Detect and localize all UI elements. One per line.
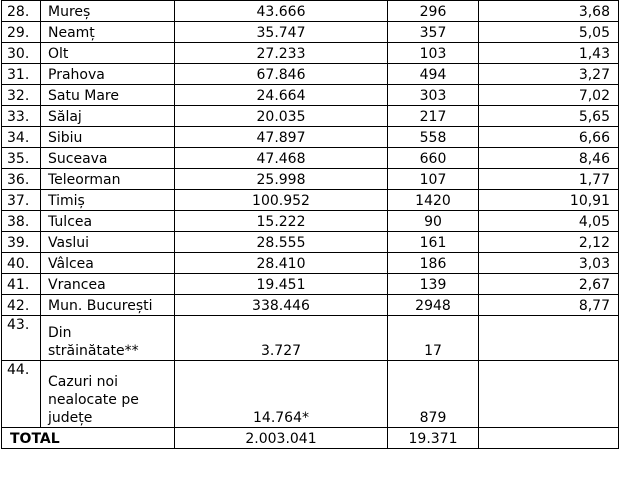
total-label: TOTAL: [2, 428, 175, 449]
cell-cases: 28.410: [175, 253, 388, 274]
row-label-din-strainatate: [41, 316, 175, 361]
cell-rate: 3,68: [479, 1, 619, 22]
row-number: 35.: [2, 148, 41, 169]
cell-deaths: 161: [388, 232, 479, 253]
cell-rate: 1,43: [479, 43, 619, 64]
cell-deaths: 879: [388, 361, 479, 428]
county-name: Timiș: [41, 190, 175, 211]
table-row: [2, 190, 619, 211]
total-cases: 2.003.041: [175, 428, 388, 449]
cell-rate: 1,77: [479, 169, 619, 190]
cell-cases: 338.446: [175, 295, 388, 316]
row-number: 38.: [2, 211, 41, 232]
row-number: 42.: [2, 295, 41, 316]
table-row: [2, 64, 619, 85]
row-number: 39.: [2, 232, 41, 253]
cell-deaths: 1420: [388, 190, 479, 211]
table-row: [2, 295, 619, 316]
row-number: 41.: [2, 274, 41, 295]
cell-rate: [479, 361, 619, 428]
row-number: 43.: [2, 316, 41, 361]
cell-rate: 2,67: [479, 274, 619, 295]
total-deaths: 19.371: [388, 428, 479, 449]
row-number: 33.: [2, 106, 41, 127]
cell-cases: 47.897: [175, 127, 388, 148]
cell-cases: 35.747: [175, 22, 388, 43]
cell-deaths: 558: [388, 127, 479, 148]
table-row-din-strainatate: [2, 316, 619, 361]
cell-cases: 20.035: [175, 106, 388, 127]
county-name: Mureș: [41, 1, 175, 22]
cell-rate: 5,65: [479, 106, 619, 127]
county-name: Neamț: [41, 22, 175, 43]
county-name: Sălaj: [41, 106, 175, 127]
county-name: Mun. București: [41, 295, 175, 316]
cell-cases: 47.468: [175, 148, 388, 169]
cell-cases: 25.998: [175, 169, 388, 190]
cell-rate: 2,12: [479, 232, 619, 253]
cell-rate: 6,66: [479, 127, 619, 148]
cell-rate: 8,77: [479, 295, 619, 316]
cell-deaths: 303: [388, 85, 479, 106]
table-row: [2, 127, 619, 148]
label-line: străinătate**: [48, 343, 139, 359]
cell-rate: 3,27: [479, 64, 619, 85]
cell-cases: 100.952: [175, 190, 388, 211]
cell-deaths: 103: [388, 43, 479, 64]
label-line: nealocate pe: [48, 392, 139, 408]
county-name: Vâlcea: [41, 253, 175, 274]
cell-deaths: 17: [388, 316, 479, 361]
row-number: 31.: [2, 64, 41, 85]
cell-rate: [479, 316, 619, 361]
cell-deaths: 660: [388, 148, 479, 169]
table-row: [2, 148, 619, 169]
county-name: Tulcea: [41, 211, 175, 232]
row-number: 30.: [2, 43, 41, 64]
county-name: Prahova: [41, 64, 175, 85]
row-number: 37.: [2, 190, 41, 211]
cell-deaths: 494: [388, 64, 479, 85]
table-row: [2, 1, 619, 22]
table-row-total: [2, 428, 619, 449]
row-number: 29.: [2, 22, 41, 43]
cell-deaths: 217: [388, 106, 479, 127]
cell-rate: 3,03: [479, 253, 619, 274]
county-name: Vaslui: [41, 232, 175, 253]
table-row: [2, 169, 619, 190]
table-row-cazuri-noi: [2, 361, 619, 428]
row-number: 36.: [2, 169, 41, 190]
cell-cases: 19.451: [175, 274, 388, 295]
row-number: 40.: [2, 253, 41, 274]
table-row: [2, 274, 619, 295]
row-number: 34.: [2, 127, 41, 148]
cell-deaths: 90: [388, 211, 479, 232]
cell-cases: 27.233: [175, 43, 388, 64]
row-number: 32.: [2, 85, 41, 106]
county-name: Sibiu: [41, 127, 175, 148]
row-number: 44.: [2, 361, 41, 428]
cell-cases: 43.666: [175, 1, 388, 22]
county-name: Olt: [41, 43, 175, 64]
county-name: Satu Mare: [41, 85, 175, 106]
cell-cases: 15.222: [175, 211, 388, 232]
counties-table: [1, 0, 619, 449]
row-number: 28.: [2, 1, 41, 22]
label-line: județe: [48, 410, 93, 426]
cell-deaths: 2948: [388, 295, 479, 316]
county-name: Vrancea: [41, 274, 175, 295]
cell-deaths: 186: [388, 253, 479, 274]
cell-rate: 10,91: [479, 190, 619, 211]
cell-cases: 24.664: [175, 85, 388, 106]
cell-deaths: 107: [388, 169, 479, 190]
table-row: [2, 211, 619, 232]
cell-cases: 3.727: [175, 316, 388, 361]
cell-cases: 14.764*: [175, 361, 388, 428]
cell-deaths: 296: [388, 1, 479, 22]
cell-deaths: 139: [388, 274, 479, 295]
cell-deaths: 357: [388, 22, 479, 43]
cell-cases: 67.846: [175, 64, 388, 85]
table-row: [2, 85, 619, 106]
row-label-cazuri-noi: [41, 361, 175, 428]
cell-rate: 8,46: [479, 148, 619, 169]
cell-rate: 4,05: [479, 211, 619, 232]
table-row: [2, 22, 619, 43]
table-row: [2, 253, 619, 274]
table-row: [2, 106, 619, 127]
county-name: Teleorman: [41, 169, 175, 190]
table-body: [2, 1, 619, 449]
label-line: Din: [48, 325, 72, 341]
label-line: Cazuri noi: [48, 374, 118, 390]
county-name: Suceava: [41, 148, 175, 169]
cell-rate: 7,02: [479, 85, 619, 106]
table-row: [2, 232, 619, 253]
table-row: [2, 43, 619, 64]
total-rate: [479, 428, 619, 449]
cell-cases: 28.555: [175, 232, 388, 253]
cell-rate: 5,05: [479, 22, 619, 43]
